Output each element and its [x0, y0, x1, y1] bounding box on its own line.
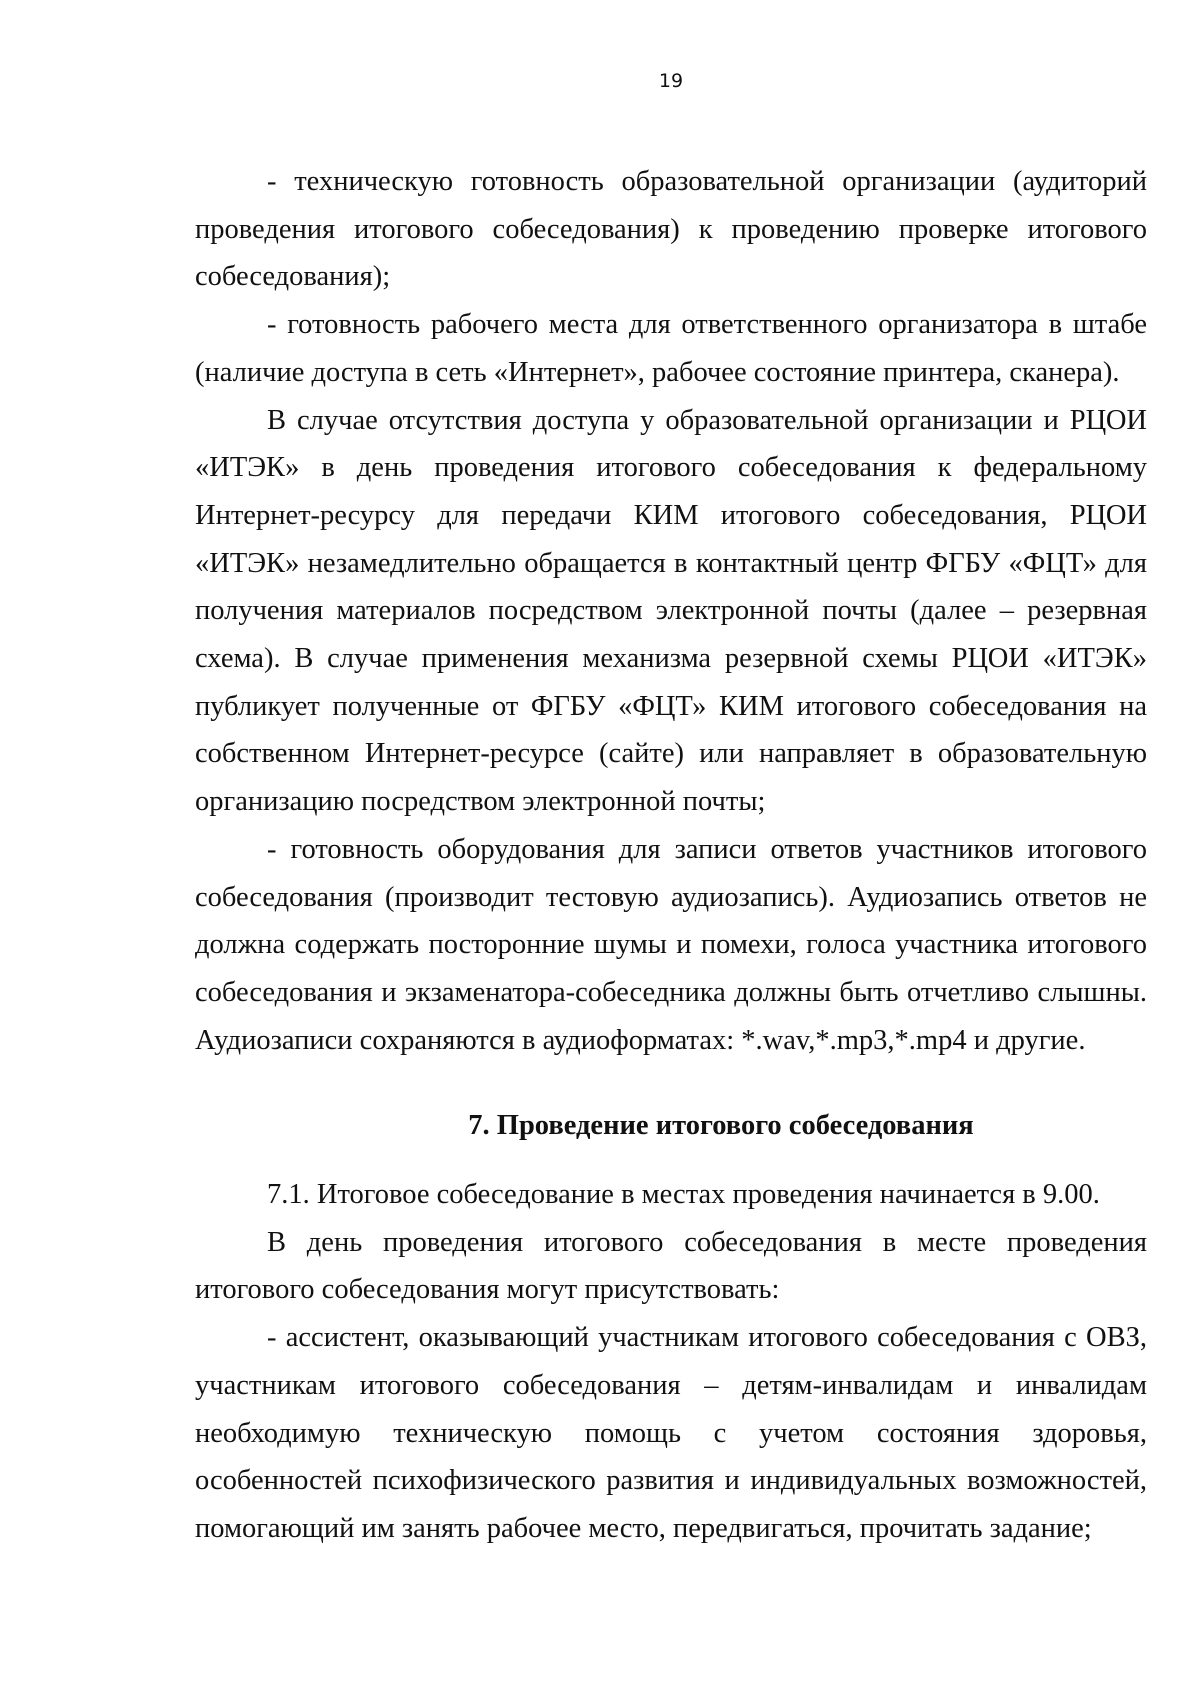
paragraph-technical-readiness: - техническую готовность образовательной организации (аудиторий проведения итогового собеседования) к проведению проверке итогового собеседования); [195, 166, 1147, 293]
page-number: 19 [658, 70, 684, 92]
paragraph-assistant: - ассистент, оказывающий участникам итогового собеседования с ОВЗ, участникам итогового собеседования – детям-инвалидам и инвалидам необходимую техническую помощь с учетом состояния здоровья, особенностей психофизического развития и индивидуальных возможностей, помогающий им занять рабочее место, передвигаться, прочитать задание; [195, 1322, 1147, 1544]
paragraph-start-time: 7.1. Итоговое собеседование в местах проведения начинается в 9.00. [267, 1179, 1100, 1211]
paragraph-audio-equipment: - готовность оборудования для записи ответов участников итогового собеседования (производит тестовую аудиозапись). Аудиозапись ответов не должна содержать посторонние шумы и помехи, голоса участника итогового собеседования и экзаменатора-собеседника должны быть отчетливо слышны. Аудиозаписи сохраняются в аудиоформатах: *.wav,*.mp3,*.mp4 и другие. [195, 833, 1147, 1056]
document-body [195, 158, 1147, 1553]
paragraph-reserve-scheme: В случае отсутствия доступа у образовательной организации и РЦОИ «ИТЭК» в день проведения итогового собеседования к федеральному Интернет-ресурсу для передачи КИМ итогового собеседования, РЦОИ «ИТЭК» незамедлительно обращается в контактный центр ФГБУ «ФЦТ» для получения материалов посредством электронной почты (далее – резервная схема). В случае применения механизма резервной схемы РЦОИ «ИТЭК» публикует полученные от ФГБУ «ФЦТ» КИМ итогового собеседования на собственном Интернет-ресурсе (сайте) или направляет в образовательную организацию посредством электронной почты; [195, 404, 1147, 818]
paragraph-attendees: В день проведения итогового собеседования в месте проведения итогового собеседования могут присутствовать: [195, 1226, 1147, 1306]
section-heading: 7. Проведение итогового собеседования [468, 1110, 974, 1142]
paragraph-workplace-readiness: - готовность рабочего места для ответственного организатора в штабе (наличие доступа в сеть «Интернет», рабочее состояние принтера, сканера). [195, 309, 1147, 388]
